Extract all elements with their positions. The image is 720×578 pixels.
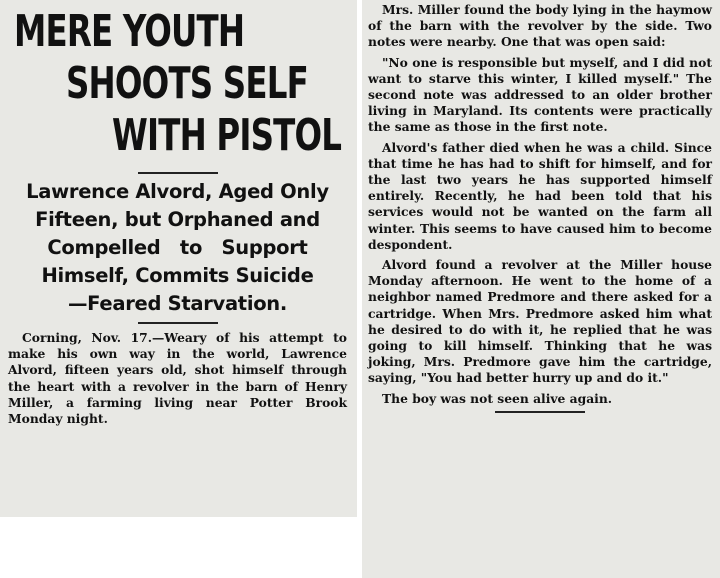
- headline-line-3: WITH PISTOL: [112, 110, 342, 161]
- deck-line-2: Fifteen, but Orphaned and: [35, 208, 320, 231]
- body-paragraph-revolver: Alvord found a revolver at the Miller house Monday afternoon. He went to the home of a neighbor named Predmore and there asked for a cartridge. When Mrs. Predmore asked him what he desired to do with it, he replied that he was going to kill himself. Thinking that he was joking, Mrs. Predmore gave him the cartridge, saying, "You had better hurry up and do it.": [368, 257, 712, 386]
- deck: [8, 178, 347, 318]
- body-paragraph-closing: The boy was not seen alive again.: [382, 390, 613, 406]
- body-paragraph-discovery: Mrs. Miller found the body lying in the haymow of the barn with the revolver by the side. Two notes were nearby. One that was open said:: [368, 2, 712, 50]
- headline-line-1: MERE YOUTH: [14, 6, 245, 57]
- deck-line-3: Compelled to Support: [47, 236, 308, 259]
- headline: [8, 6, 347, 162]
- dateline-paragraph: Corning, Nov. 17.—Weary of his attempt to make his own way in the world, Lawrence Alvord, fifteen years old, shot himself through the heart with a revolver in the barn of Henry Miller, a farming living near Potter Brook Monday night.: [8, 330, 347, 427]
- deck-line-1: Lawrence Alvord, Aged Only: [26, 180, 329, 203]
- body-paragraph-notes: "No one is responsible but myself, and I did not want to starve this winter, I killed myself." The second note was addressed to an older brother living in Maryland. Its contents were practically the same as those in the first note.: [368, 54, 712, 135]
- headline-divider: [138, 172, 218, 174]
- left-column-clipping: [0, 0, 357, 517]
- right-column-clipping: [362, 0, 720, 578]
- end-divider: [495, 411, 585, 413]
- deck-line-4: Himself, Commits Suicide: [41, 264, 314, 287]
- headline-line-2: SHOOTS SELF: [66, 58, 308, 109]
- deck-divider: [138, 322, 218, 324]
- deck-line-5: —Feared Starvation.: [67, 292, 287, 315]
- body-paragraph-background: Alvord's father died when he was a child. Since that time he has had to shift for himself, and for the last two years he has supported himself entirely. Recently, he had been told that his services would not be wanted on the farm all winter. This seems to have caused him to become despondent.: [368, 139, 712, 252]
